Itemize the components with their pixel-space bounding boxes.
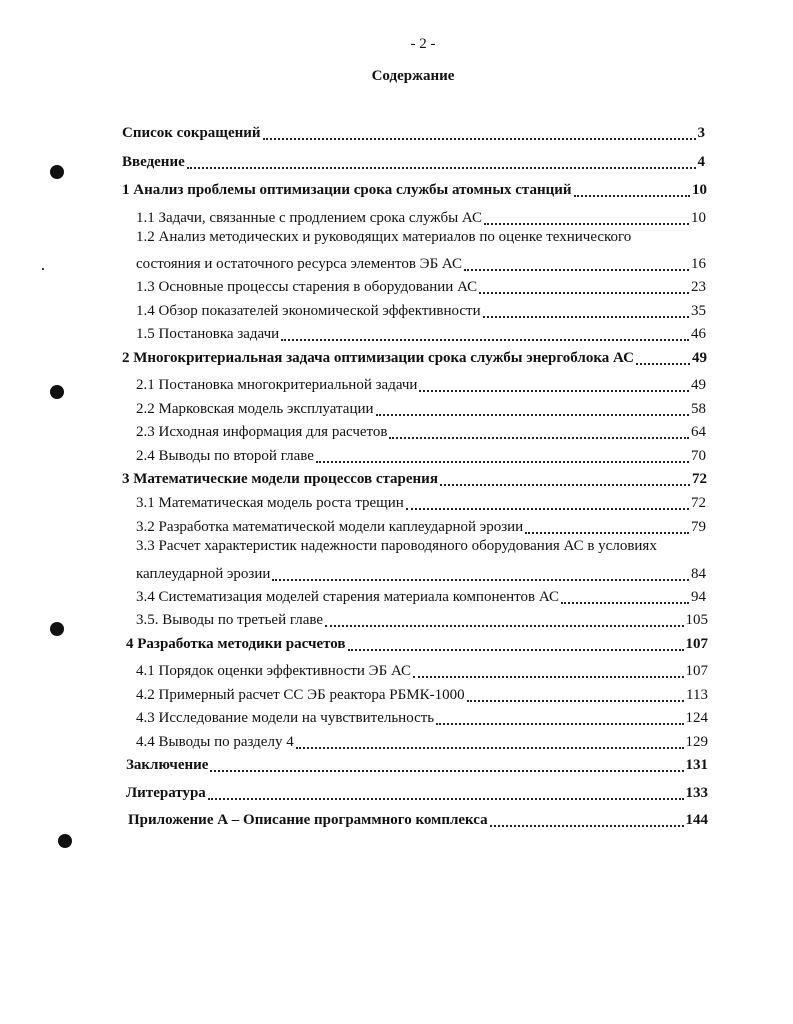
toc-entry-text: каплеударной эрозии <box>136 566 271 582</box>
toc-entry-text: Литература <box>126 785 206 801</box>
toc-entry-2-3[interactable] <box>136 419 706 441</box>
toc-entry-text: 4.4 Выводы по разделу 4 <box>136 734 294 750</box>
toc-entry-page: 131 <box>685 757 708 773</box>
toc-entry-page: 64 <box>691 424 706 440</box>
toc-entry-text: 2.4 Выводы по второй главе <box>136 448 314 464</box>
punch-hole-mark <box>50 622 64 636</box>
toc-entry-introduction[interactable] <box>122 149 705 171</box>
toc-entry-text: 1.3 Основные процессы старения в оборудовании АС <box>136 279 478 295</box>
toc-entry-literature[interactable] <box>126 780 708 802</box>
toc-entry-3-2[interactable] <box>136 514 706 536</box>
toc-entry-text: 2 Многокритериальная задача оптимизации срока службы энергоблока АС <box>122 350 634 366</box>
toc-entry-page: 113 <box>686 687 708 703</box>
toc-entry-4-2[interactable] <box>136 682 708 704</box>
toc-entry-chapter-1[interactable] <box>122 177 707 199</box>
toc-entry-text: 3.5. Выводы по третьей главе <box>136 612 324 628</box>
page-number: - 2 - <box>410 36 436 52</box>
toc-entry-text: состояния и остаточного ресурса элементов ЭБ АС <box>136 256 463 272</box>
toc-entry-text: Введение <box>122 154 185 170</box>
toc-entry-text: 4 Разработка методики расчетов <box>126 636 346 652</box>
toc-entry-4-3[interactable] <box>136 705 708 727</box>
toc-entry-abbreviations[interactable] <box>122 120 705 142</box>
table-of-contents <box>0 120 793 840</box>
punch-hole-mark <box>58 834 72 848</box>
toc-entry-4-4[interactable] <box>136 729 708 751</box>
toc-entry-page: 107 <box>685 636 708 652</box>
toc-entry-conclusion[interactable] <box>126 752 708 774</box>
toc-entry-3-5[interactable] <box>136 607 708 629</box>
toc-entry-page: 105 <box>685 612 708 628</box>
toc-entry-3-1[interactable] <box>136 490 706 512</box>
toc-entry-page: 3 <box>697 125 705 141</box>
toc-entry-text: Заключение <box>126 757 209 773</box>
punch-hole-mark <box>50 165 64 179</box>
toc-entry-page: 79 <box>691 519 706 535</box>
toc-entry-text: 4.3 Исследование модели на чувствительность <box>136 710 435 726</box>
toc-entry-chapter-2[interactable] <box>122 345 707 367</box>
scan-speck <box>42 268 44 270</box>
toc-entry-3-3-line1[interactable]: 3.3 Расчет характеристик надежности пароводяного оборудования АС в условиях <box>136 538 657 554</box>
toc-entry-page: 10 <box>691 210 706 226</box>
toc-entry-page: 10 <box>692 182 707 198</box>
toc-entry-page: 124 <box>685 710 708 726</box>
toc-entry-page: 144 <box>685 812 708 828</box>
toc-entry-page: 23 <box>691 279 706 295</box>
toc-entry-chapter-4[interactable] <box>126 631 708 653</box>
toc-entry-page: 16 <box>691 256 706 272</box>
toc-entry-1-2-line1[interactable]: 1.2 Анализ методических и руководящих материалов по оценке технического <box>136 229 632 245</box>
toc-title: Содержание <box>371 68 455 84</box>
toc-entry-text: 1 Анализ проблемы оптимизации срока службы атомных станций <box>122 182 572 198</box>
toc-entry-1-2[interactable] <box>136 251 706 273</box>
toc-entry-page: 72 <box>692 471 707 487</box>
toc-entry-3-4[interactable] <box>136 584 706 606</box>
toc-entry-text: 2.1 Постановка многокритериальной задачи <box>136 377 418 393</box>
toc-entry-2-2[interactable] <box>136 396 706 418</box>
toc-entry-text: 1.1 Задачи, связанные с продлением срока службы АС <box>136 210 483 226</box>
toc-entry-text: 3 Математические модели процессов старения <box>122 471 438 487</box>
toc-entry-text: 2.2 Марковская модель эксплуатации <box>136 401 374 417</box>
toc-entry-1-1[interactable] <box>136 205 706 227</box>
toc-entry-page: 107 <box>685 663 708 679</box>
toc-entry-appendix-a[interactable] <box>128 807 708 829</box>
toc-entry-1-4[interactable] <box>136 298 706 320</box>
punch-hole-mark <box>50 385 64 399</box>
toc-entry-page: 58 <box>691 401 706 417</box>
toc-entry-text: Приложение А – Описание программного комплекса <box>128 812 488 828</box>
toc-entry-2-4[interactable] <box>136 443 706 465</box>
toc-entry-3-3[interactable] <box>136 561 706 583</box>
toc-entry-page: 35 <box>691 303 706 319</box>
toc-entry-1-5[interactable] <box>136 321 706 343</box>
toc-entry-text: 1.4 Обзор показателей экономической эффективности <box>136 303 481 319</box>
toc-entry-page: 133 <box>685 785 708 801</box>
toc-entry-text: Список сокращений <box>122 125 261 141</box>
toc-entry-page: 84 <box>691 566 706 582</box>
toc-entry-1-3[interactable] <box>136 274 706 296</box>
toc-entry-text: 4.2 Примерный расчет СС ЭБ реактора РБМК-1000 <box>136 687 465 703</box>
toc-entry-text: 1.5 Постановка задачи <box>136 326 280 342</box>
toc-entry-text: 3.1 Математическая модель роста трещин <box>136 495 404 511</box>
toc-entry-page: 94 <box>691 589 706 605</box>
toc-entry-4-1[interactable] <box>136 658 708 680</box>
toc-entry-page: 46 <box>691 326 706 342</box>
toc-entry-page: 129 <box>685 734 708 750</box>
toc-entry-text: 3.4 Систематизация моделей старения материала компонентов АС <box>136 589 559 605</box>
toc-entry-2-1[interactable] <box>136 372 706 394</box>
toc-entry-page: 72 <box>691 495 706 511</box>
toc-entry-text: 3.2 Разработка математической модели каплеударной эрозии <box>136 519 524 535</box>
toc-entry-page: 70 <box>691 448 706 464</box>
toc-entry-text: 4.1 Порядок оценки эффективности ЭБ АС <box>136 663 412 679</box>
toc-entry-page: 4 <box>697 154 705 170</box>
toc-entry-text: 2.3 Исходная информация для расчетов <box>136 424 388 440</box>
toc-entry-chapter-3[interactable] <box>122 466 707 488</box>
toc-entry-page: 49 <box>691 377 706 393</box>
toc-entry-page: 49 <box>692 350 707 366</box>
